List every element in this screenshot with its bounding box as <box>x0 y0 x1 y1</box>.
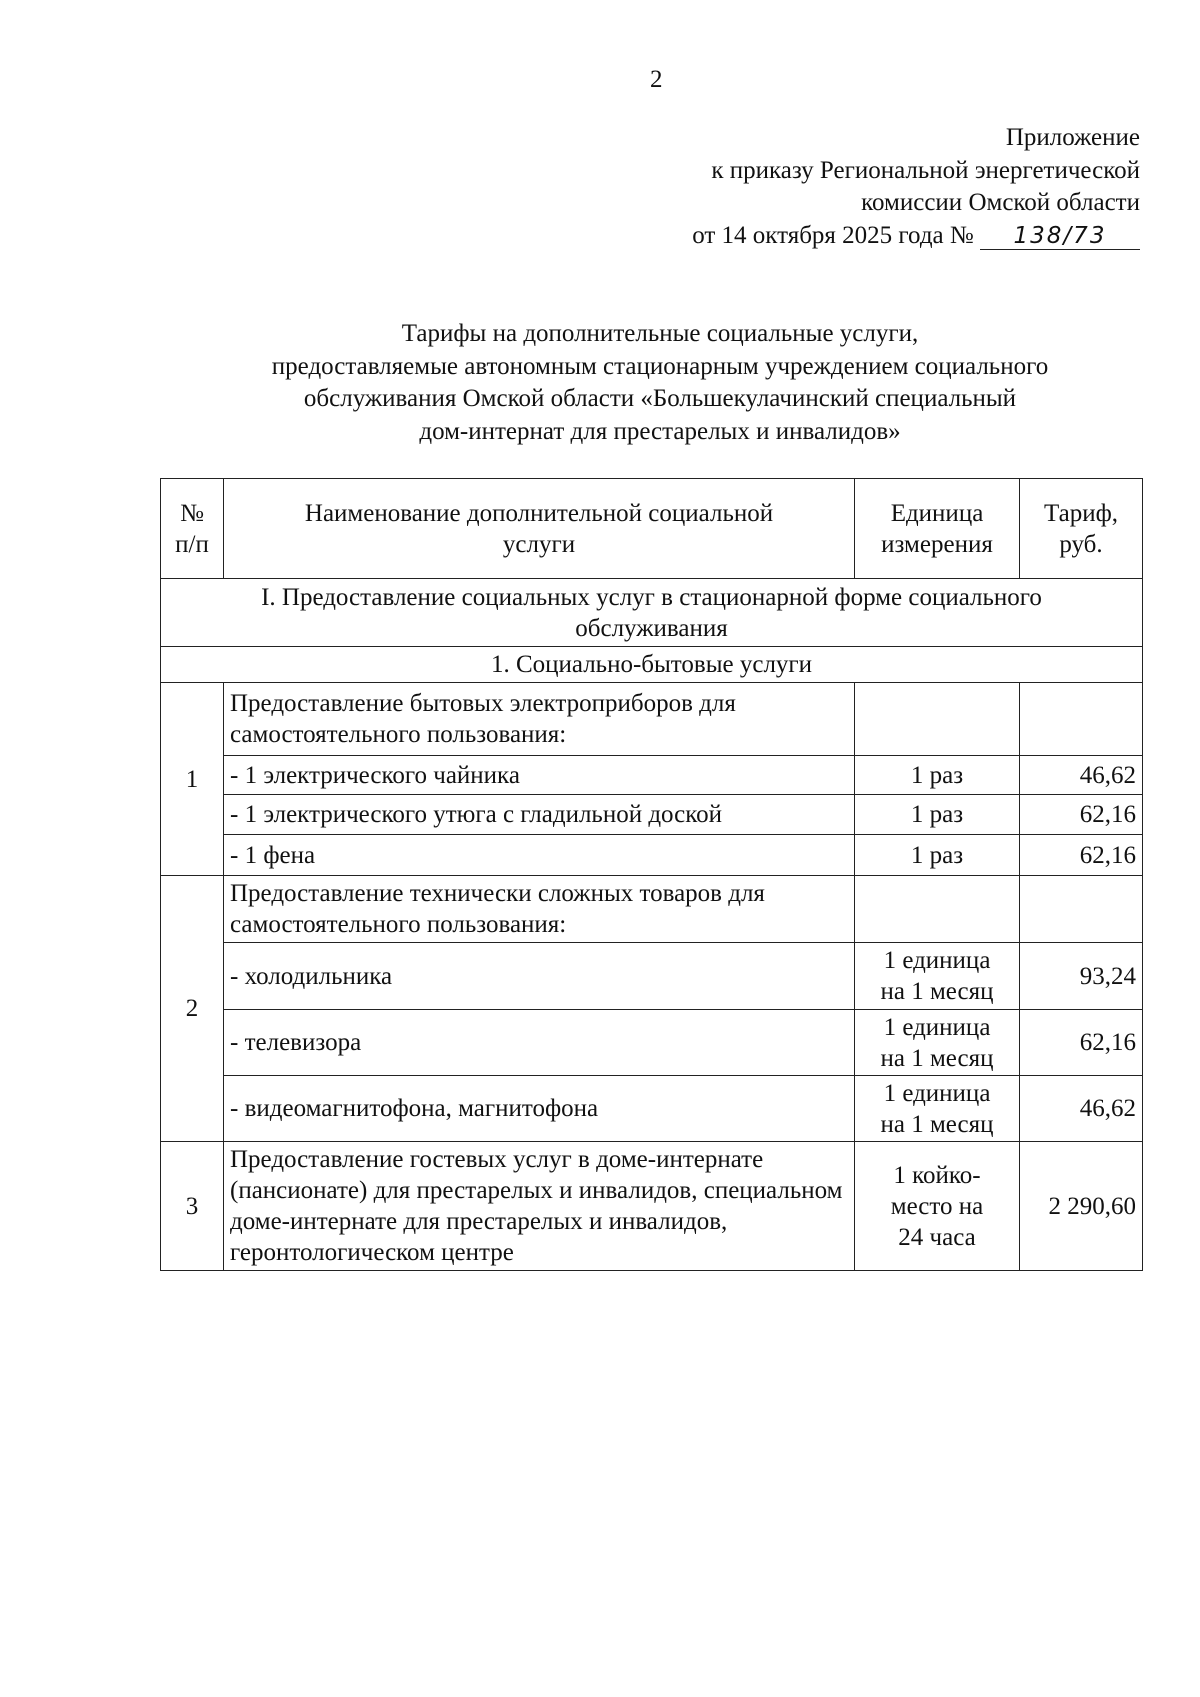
item-name: - 1 электрического утюга с гладильной доской <box>224 795 855 835</box>
section-row: I. Предоставление социальных услуг в стационарной форме социального обслуживания <box>161 579 1143 647</box>
appendix-date-line <box>692 220 1140 253</box>
title-line: предоставляемые автономным стационарным учреждением социального <box>271 352 1049 380</box>
item-name: - 1 фена <box>224 835 855 876</box>
item-tariff: 62,16 <box>1020 795 1143 835</box>
title-line: обслуживания Омской области «Большекулачинский специальный <box>303 385 1017 412</box>
appendix-line: Приложение <box>1005 124 1140 151</box>
item-tariff: 46,62 <box>1020 1076 1143 1142</box>
appendix-date: от 14 октября 2025 года № <box>692 221 974 249</box>
table-row <box>161 1076 1143 1142</box>
table-row <box>161 876 1143 943</box>
item-unit: 1 раз <box>855 756 1020 795</box>
header-num: № п/п <box>161 479 224 579</box>
item-tariff: 62,16 <box>1020 835 1143 876</box>
item-name: Предоставление гостевых услуг в доме-интернате (пансионате) для престарелых и инвалидов, специальном доме-интернате для престарелых и инвалидов, геронтологическом центре <box>224 1142 855 1271</box>
row-num: 1 <box>161 683 224 876</box>
document-title <box>160 318 1160 448</box>
item-name: - холодильника <box>224 943 855 1010</box>
group-title: Предоставление технически сложных товаров для самостоятельного пользования: <box>224 876 855 943</box>
item-name: - телевизора <box>224 1010 855 1076</box>
group-title: Предоставление бытовых электроприборов для самостоятельного пользования: <box>224 683 855 756</box>
item-name: - 1 электрического чайника <box>224 756 855 795</box>
header-unit: Единица измерения <box>855 479 1020 579</box>
tariff-table <box>160 478 1143 1271</box>
table-row <box>161 1010 1143 1076</box>
header-name: Наименование дополнительной социальной услуги <box>224 479 855 579</box>
subsection-row: 1. Социально-бытовые услуги <box>161 647 1143 683</box>
item-name: - видеомагнитофона, магнитофона <box>224 1076 855 1142</box>
table-row <box>161 795 1143 835</box>
table-row <box>161 756 1143 795</box>
table-row <box>161 683 1143 756</box>
item-tariff: 62,16 <box>1020 1010 1143 1076</box>
item-unit: 1 единица на 1 месяц <box>855 943 1020 1010</box>
table-row <box>161 835 1143 876</box>
table-header-row <box>161 479 1143 579</box>
item-unit: 1 раз <box>855 795 1020 835</box>
empty-cell <box>1020 876 1143 943</box>
item-unit: 1 единица на 1 месяц <box>855 1076 1020 1142</box>
item-tariff: 2 290,60 <box>1020 1142 1143 1271</box>
table-row <box>161 943 1143 1010</box>
title-line: дом-интернат для престарелых и инвалидов» <box>419 417 901 445</box>
handwritten-order-number: 138/73 <box>980 223 1140 250</box>
item-unit: 1 койко-место на 24 часа <box>855 1142 1020 1271</box>
header-tariff: Тариф, руб. <box>1020 479 1143 579</box>
item-tariff: 46,62 <box>1020 756 1143 795</box>
page-number: 2 <box>650 66 663 93</box>
empty-cell <box>855 876 1020 943</box>
row-num: 2 <box>161 876 224 1142</box>
appendix-line: комиссии Омской области <box>861 189 1140 216</box>
table-row <box>161 1142 1143 1271</box>
row-num: 3 <box>161 1142 224 1271</box>
empty-cell <box>855 683 1020 756</box>
appendix-line: к приказу Региональной энергетической <box>711 156 1140 184</box>
item-unit: 1 единица на 1 месяц <box>855 1010 1020 1076</box>
empty-cell <box>1020 683 1143 756</box>
appendix-block <box>692 122 1140 252</box>
item-tariff: 93,24 <box>1020 943 1143 1010</box>
item-unit: 1 раз <box>855 835 1020 876</box>
title-line: Тарифы на дополнительные социальные услуги, <box>401 320 919 347</box>
